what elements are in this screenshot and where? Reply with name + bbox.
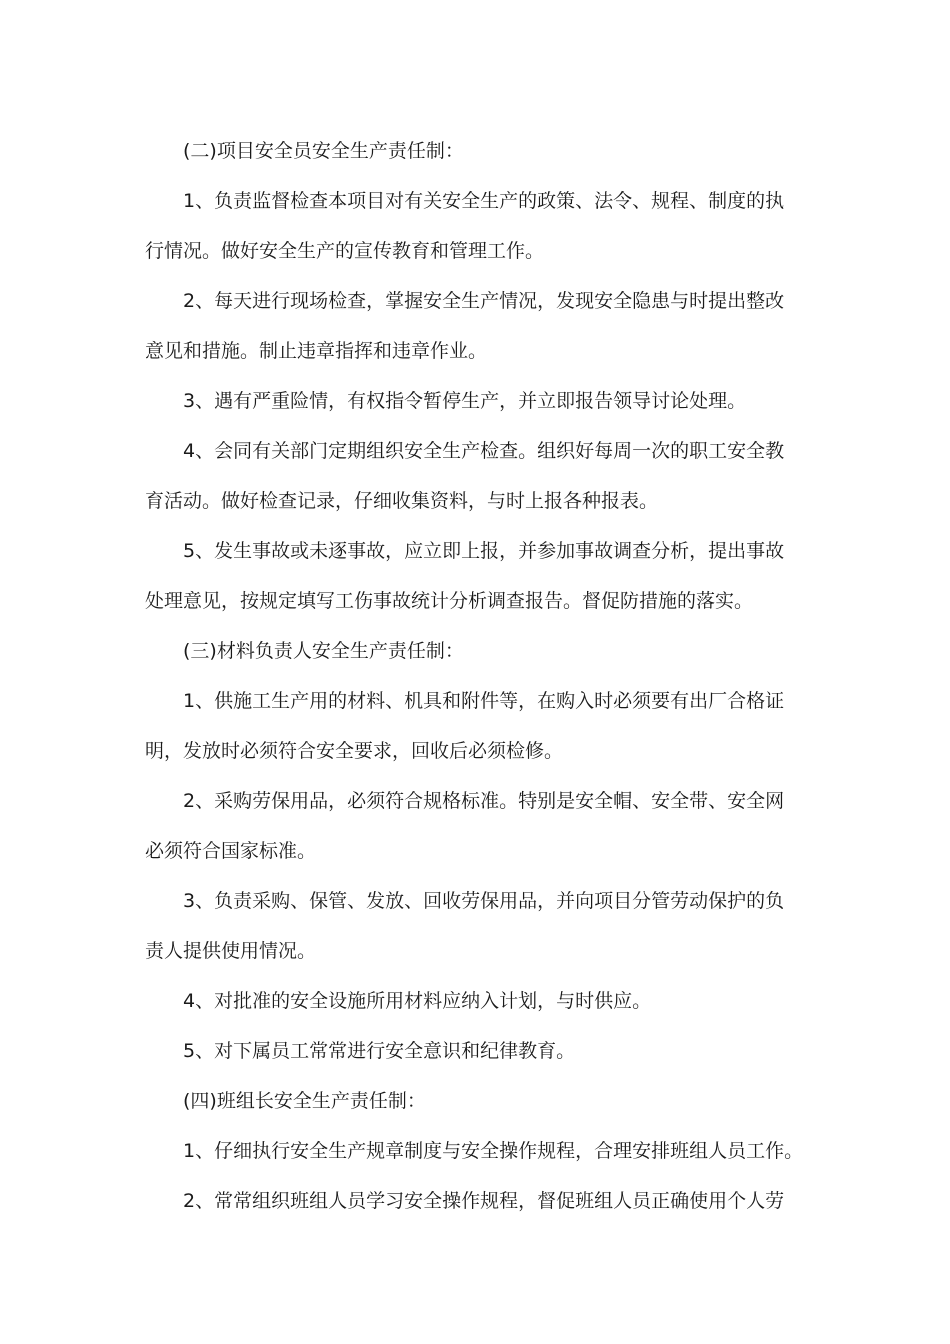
paragraph-line: 3、遇有严重险情，有权指令暂停生产，并立即报告领导讨论处理。 <box>183 390 747 412</box>
section-heading-materials-manager: (三)材料负责人安全生产责任制： <box>183 640 464 662</box>
section-heading-safety-officer: (二)项目安全员安全生产责任制： <box>183 140 464 162</box>
paragraph-line: 明，发放时必须符合安全要求，回收后必须检修。 <box>145 740 564 762</box>
paragraph-line: 5、对下属员工常常进行安全意识和纪律教育。 <box>183 1040 576 1062</box>
paragraph-line: 意见和措施。制止违章指挥和违章作业。 <box>145 340 488 362</box>
paragraph-line: 1、供施工生产用的材料、机具和附件等，在购入时必须要有出厂合格证 <box>183 690 785 712</box>
paragraph-line: 5、发生事故或未逐事故，应立即上报，并参加事故调查分析，提出事故 <box>183 540 785 562</box>
paragraph-line: 2、采购劳保用品，必须符合规格标准。特别是安全帽、安全带、安全网 <box>183 790 785 812</box>
paragraph-line: 2、常常组织班组人员学习安全操作规程，督促班组人员正确使用个人劳 <box>183 1190 785 1212</box>
paragraph-line: 处理意见，按规定填写工伤事故统计分析调查报告。督促防措施的落实。 <box>145 590 754 612</box>
paragraph-line: 1、负责监督检查本项目对有关安全生产的政策、法令、规程、制度的执 <box>183 190 785 212</box>
paragraph-line: 行情况。做好安全生产的宣传教育和管理工作。 <box>145 240 545 262</box>
paragraph-line: 1、仔细执行安全生产规章制度与安全操作规程，合理安排班组人员工作。 <box>183 1140 804 1162</box>
paragraph-line: 育活动。做好检查记录，仔细收集资料，与时上报各种报表。 <box>145 490 659 512</box>
paragraph-line: 4、会同有关部门定期组织安全生产检查。组织好每周一次的职工安全教 <box>183 440 785 462</box>
document-body <box>145 126 807 1226</box>
paragraph-line: 责人提供使用情况。 <box>145 940 317 962</box>
paragraph-line: 3、负责采购、保管、发放、回收劳保用品，并向项目分管劳动保护的负 <box>183 890 785 912</box>
paragraph-line: 2、每天进行现场检查，掌握安全生产情况，发现安全隐患与时提出整改 <box>183 290 785 312</box>
section-heading-team-leader: (四)班组长安全生产责任制： <box>183 1090 426 1112</box>
paragraph-line: 4、对批准的安全设施所用材料应纳入计划，与时供应。 <box>183 990 652 1012</box>
paragraph-line: 必须符合国家标准。 <box>145 840 317 862</box>
